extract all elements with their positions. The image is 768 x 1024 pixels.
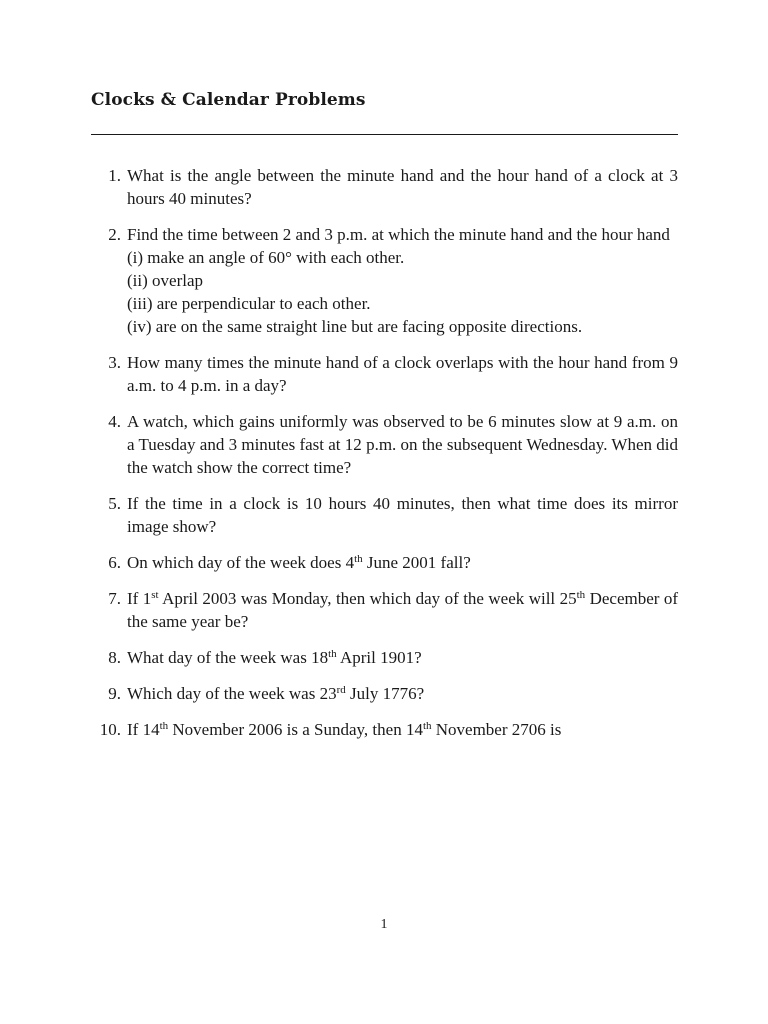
question-4	[91, 410, 678, 479]
ordinal-suffix: th	[576, 589, 586, 601]
question-number: 5.	[108, 494, 121, 513]
question-text: Find the time between 2 and 3 p.m. at which the minute hand and the hour hand	[127, 225, 670, 244]
text-segment: Which day of the week was 23	[127, 684, 337, 703]
question-5	[91, 492, 678, 538]
text-segment: What day of the week was 18	[127, 648, 329, 667]
question-number: 2.	[108, 225, 121, 244]
page-title: Clocks & Calendar Problems	[91, 90, 366, 110]
question-9	[91, 682, 678, 705]
text-segment: If 1	[127, 589, 152, 608]
text-segment: April 1901?	[336, 648, 422, 667]
question-number: 6.	[108, 553, 121, 572]
question-part-i: (i) make an angle of 60° with each other.	[127, 248, 405, 267]
question-number: 1.	[108, 166, 121, 185]
question-text: How many times the minute hand of a clock overlaps with the hour hand from 9 a.m. to 4 p.m. in a day?	[127, 353, 678, 395]
text-segment: April 2003 was Monday, then which day of the week will 25	[158, 589, 577, 608]
text-segment: June 2001 fall?	[362, 553, 471, 572]
question-10	[91, 718, 678, 741]
question-list	[91, 164, 678, 754]
question-number: 7.	[108, 589, 121, 608]
question-part-ii: (ii) overlap	[127, 271, 203, 290]
question-text	[127, 589, 678, 631]
question-7	[91, 587, 678, 633]
question-text	[127, 648, 422, 667]
text-segment: If 14	[127, 720, 160, 739]
question-number: 4.	[108, 412, 121, 431]
title-divider	[91, 134, 678, 135]
ordinal-suffix: th	[422, 720, 432, 732]
question-text	[127, 684, 424, 703]
page-number: 1	[380, 917, 388, 932]
question-8	[91, 646, 678, 669]
question-number: 10.	[99, 720, 121, 739]
question-part-iii: (iii) are perpendicular to each other.	[127, 294, 371, 313]
question-number: 8.	[108, 648, 121, 667]
question-text	[127, 553, 471, 572]
ordinal-suffix: st	[151, 589, 159, 601]
question-text: If the time in a clock is 10 hours 40 minutes, then what time does its mirror image show?	[127, 494, 678, 536]
text-segment: November 2706 is	[431, 720, 562, 739]
ordinal-suffix: rd	[336, 684, 346, 696]
text-segment: On which day of the week does 4	[127, 553, 355, 572]
text-segment: November 2006 is a Sunday, then 14	[168, 720, 423, 739]
ordinal-suffix: th	[328, 648, 337, 660]
question-2	[91, 223, 678, 338]
question-1	[91, 164, 678, 210]
question-text	[127, 720, 561, 739]
question-number: 3.	[108, 353, 121, 372]
question-6	[91, 551, 678, 574]
text-segment: December of the same year be?	[127, 589, 679, 631]
ordinal-suffix: th	[159, 720, 169, 732]
question-number: 9.	[108, 684, 121, 703]
question-part-iv: (iv) are on the same straight line but are facing opposite directions.	[127, 317, 583, 336]
question-text: What is the angle between the minute hand and the hour hand of a clock at 3 hours 40 minutes?	[127, 166, 678, 208]
text-segment: July 1776?	[345, 684, 425, 703]
question-text: A watch, which gains uniformly was observed to be 6 minutes slow at 9 a.m. on a Tuesday and 3 minutes fast at 12 p.m. on the subsequent Wednesday. When did the watch show the correct time?	[127, 412, 678, 477]
ordinal-suffix: th	[354, 553, 363, 565]
question-3	[91, 351, 678, 397]
